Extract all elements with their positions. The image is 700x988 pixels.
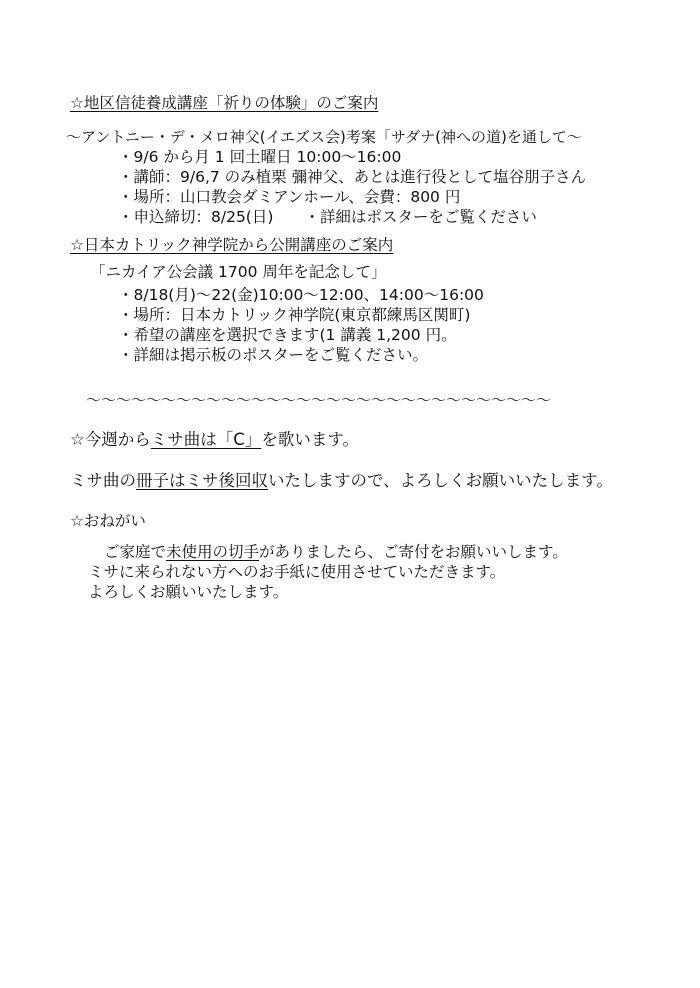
wave-divider: ～～～～～～～～～～～～～～～～～～～～～～～～～～～～～～～ [86, 391, 552, 409]
section1-item-3: ・場所：山口教会ダミアンホール、会費：800 円 [118, 188, 461, 206]
section1-item-1: ・9/6 から月 1 回土曜日 10:00～16:00 [118, 148, 402, 166]
request-line1-a: ご家庭で [104, 543, 167, 561]
section1-item-4: ・申込締切：8/25(日) ・詳細はポスターをご覧ください [118, 208, 537, 226]
section2-heading: ☆日本カトリック神学院から公開講座のご案内 [70, 236, 394, 254]
section1-subtitle: ～アントニー・デ・メロ神父(イエズス会)考案「サダナ(神への道)を通して～ [66, 128, 582, 146]
booklet-notice [70, 471, 613, 491]
section1-item-2: ・講師：9/6,7 のみ植栗 彌神父、あとは進行役として塩谷朋子さん [118, 168, 587, 186]
section2-item-4: ・詳細は掲示板のポスターをご覧ください。 [118, 346, 429, 364]
mass-song-notice [70, 430, 359, 450]
booklet-collection: 冊子はミサ後回収 [136, 471, 268, 490]
section2-item-3: ・希望の講座を選択できます(1 講義 1,200 円。 [118, 326, 457, 344]
section2-item-2: ・場所：日本カトリック神学院(東京都練馬区関町) [118, 306, 471, 324]
unused-stamps: 未使用の切手 [166, 543, 260, 561]
request-line-2: ミサに来られない方へのお手紙に使用させていただきます。 [88, 563, 506, 581]
booklet-part1: ミサ曲の [70, 471, 136, 490]
section1-heading: ☆地区信徒養成講座「祈りの体験」のご案内 [70, 94, 379, 112]
mass-song-suffix: を歌います。 [261, 430, 360, 449]
mass-song-name: ミサ曲は「C」 [150, 430, 262, 449]
booklet-part3: いたしますので、よろしくお願いいたします。 [268, 471, 613, 490]
request-line1-c: がありましたら、ご寄付をお願いいします。 [259, 543, 568, 561]
section2-item-1: ・8/18(月)～22(金)10:00～12:00、14:00～16:00 [118, 286, 484, 304]
request-heading: ☆おねがい [70, 512, 146, 530]
mass-song-prefix: ☆今週から [70, 430, 151, 449]
request-line-1 [104, 542, 568, 562]
request-line-3: よろしくお願いいたします。 [88, 583, 289, 601]
section2-subtitle: 「ニカイア公会議 1700 周年を記念して」 [90, 263, 387, 281]
